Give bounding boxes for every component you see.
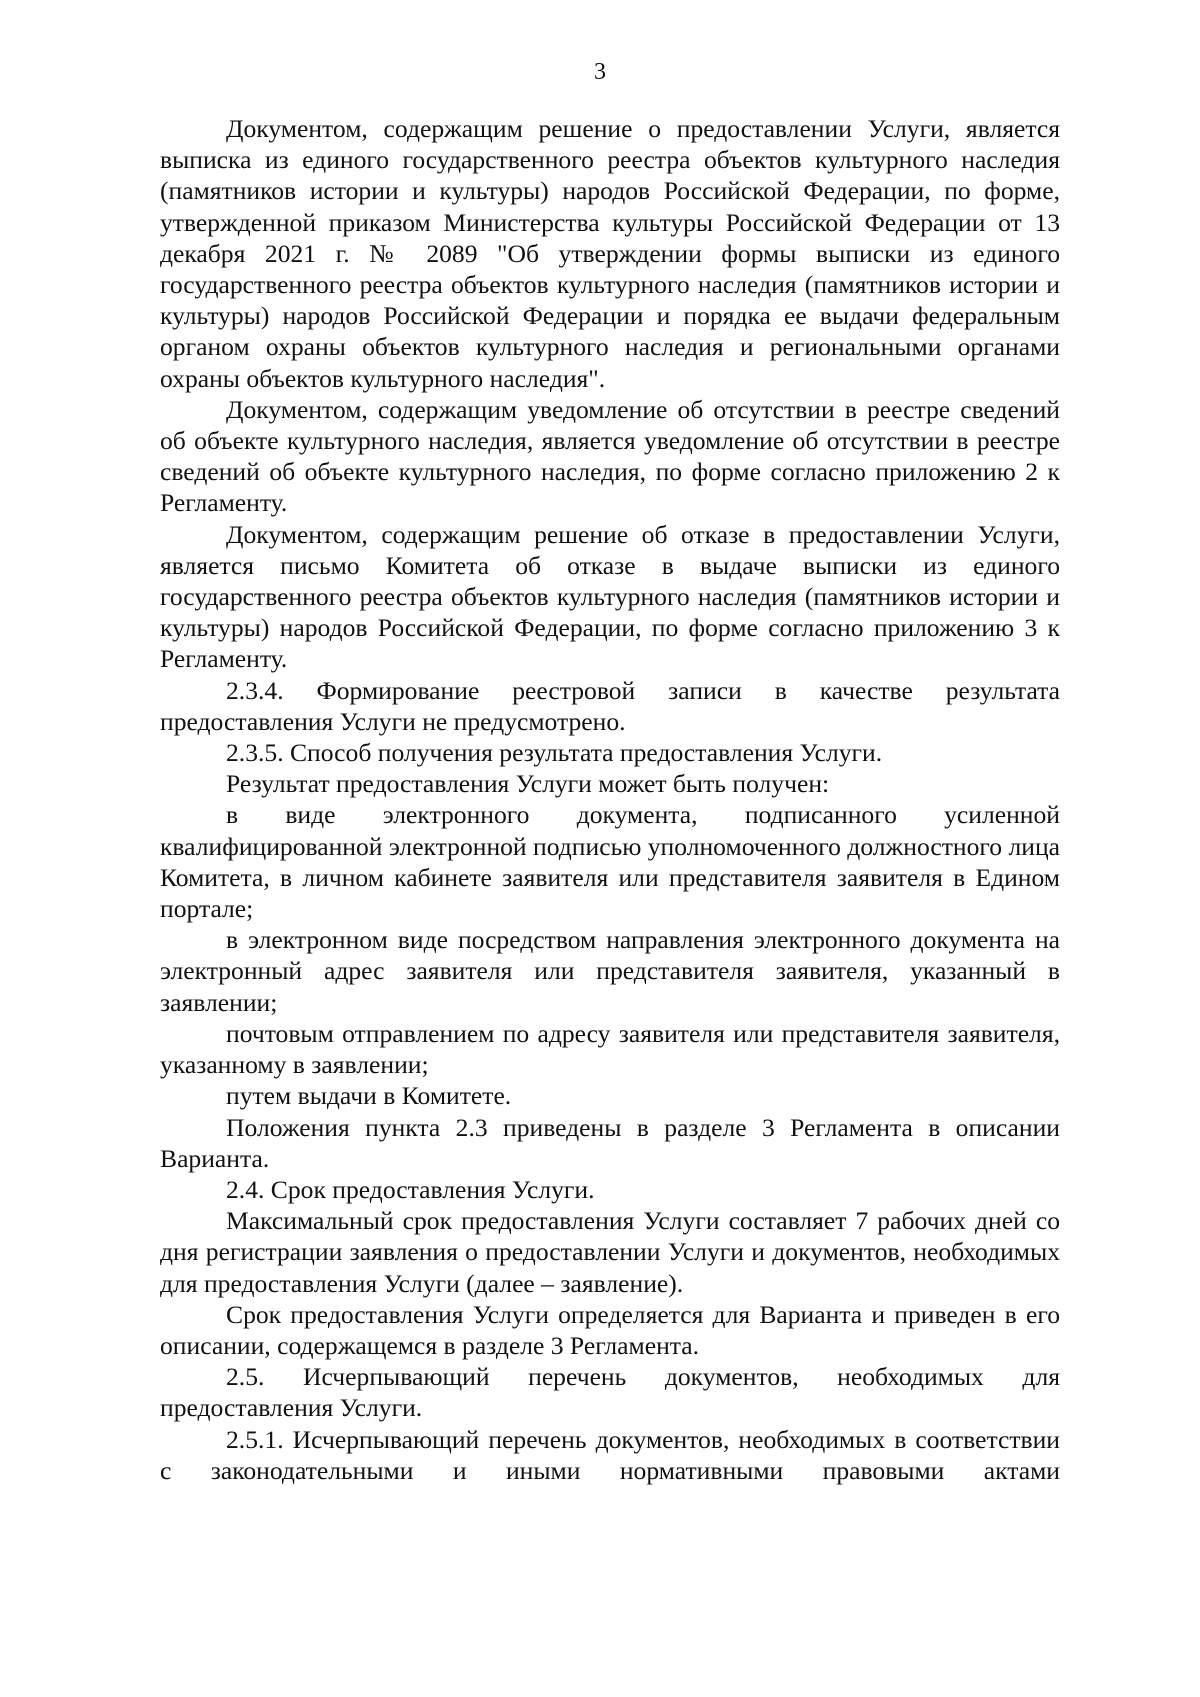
paragraph-result-ways-intro: Результат предоставления Услуги может быть получен:	[226, 769, 830, 799]
paragraph-refusal-document: Документом, содержащим решение об отказе в предоставлении Услуги, является письмо Комитета об отказе в выдаче выписки из единого государственного реестра объектов культурного наследия (памятников истории и культуры) народов Российской Федерации, по форме согласно приложению 3 к Регламенту.	[160, 519, 1060, 674]
paragraph-way-committee: путем выдачи в Комитете.	[226, 1081, 512, 1111]
paragraph-2-5: 2.5. Исчерпывающий перечень документов, необходимых для предоставления Услуги.	[160, 1362, 1060, 1423]
paragraph-result-document: Документом, содержащим решение о предоставлении Услуги, является выписка из единого государственного реестра объектов культурного наследия (памятников истории и культуры) народов Российской Федерации, по форме, утвержденной приказом Министерства культуры Российской Федерации от 13 декабря 2021 г. № 2089 "Об утверждении формы выписки из единого государственного реестра объектов культурного наследия (памятников истории и культуры) народов Российской Федерации и порядка ее выдачи федеральным органом охраны объектов культурного наследия и региональными органами охраны объектов культурного наследия".	[160, 114, 1060, 393]
paragraph-term-variant: Срок предоставления Услуги определяется для Варианта и приведен в его описании, содержащемся в разделе 3 Регламента.	[160, 1299, 1060, 1360]
paragraph-max-term: Максимальный срок предоставления Услуги составляет 7 рабочих дней со дня регистрации заявления о предоставлении Услуги и документов, необходимых для предоставления Услуги (далее – заявление).	[160, 1206, 1060, 1298]
paragraph-absence-notice: Документом, содержащим уведомление об отсутствии в реестре сведений об объекте культурного наследия, является уведомление об отсутствии в реестре сведений об объекте культурного наследия, по форме согласно приложению 2 к Регламенту.	[160, 394, 1060, 518]
paragraph-2-5-1: 2.5.1. Исчерпывающий перечень документов, необходимых в соответствии с законодательными и иными нормативными правовыми актами	[160, 1424, 1060, 1485]
paragraph-way-email: в электронном виде посредством направления электронного документа на электронный адрес заявителя или представителя заявителя, указанный в заявлении;	[160, 925, 1060, 1017]
paragraph-variant-reference: Положения пункта 2.3 приведены в разделе 3 Регламента в описании Варианта.	[160, 1112, 1060, 1173]
paragraph-2-4: 2.4. Срок предоставления Услуги.	[226, 1174, 595, 1204]
paragraph-way-post: почтовым отправлением по адресу заявителя или представителя заявителя, указанному в заявлении;	[160, 1018, 1060, 1080]
paragraph-way-electronic-portal: в виде электронного документа, подписанного усиленной квалифицированной электронной подписью уполномоченного должностного лица Комитета, в личном кабинете заявителя или представителя заявителя в Едином портале;	[160, 800, 1060, 924]
paragraph-2-3-4: 2.3.4. Формирование реестровой записи в качестве результата предоставления Услуги не предусмотрено.	[160, 675, 1060, 736]
paragraph-2-3-5: 2.3.5. Способ получения результата предоставления Услуги.	[226, 738, 883, 768]
page-number: 3	[594, 59, 606, 85]
document-body	[160, 113, 1060, 1486]
